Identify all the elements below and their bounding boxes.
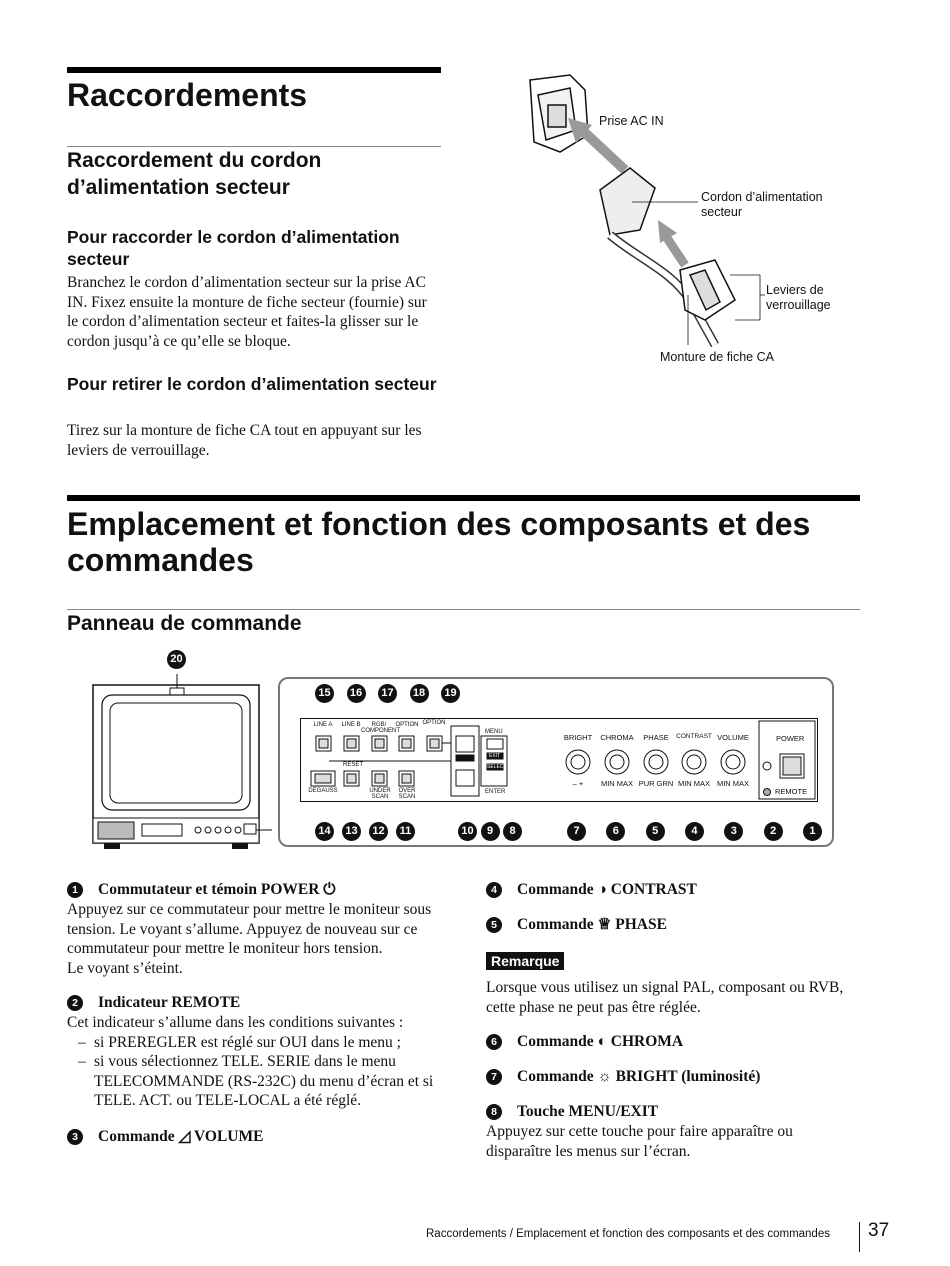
section2-top-rule <box>67 495 860 501</box>
callout-12: 12 <box>369 822 388 841</box>
remote-label: REMOTE <box>775 787 808 796</box>
callout-11: 11 <box>396 822 415 841</box>
bottom-callouts-mid <box>458 822 522 841</box>
item-4-title <box>486 880 860 900</box>
item-6-title-text: Commande ◐ CHROMA <box>517 1033 684 1050</box>
callout-9: 9 <box>481 822 500 841</box>
note-label: Remarque <box>486 952 564 970</box>
panel-face <box>300 718 818 802</box>
input-label-line-a: LINE A <box>313 722 333 728</box>
item-1-title-text: Commutateur et témoin POWER ⏻ <box>98 881 336 898</box>
item-6-number: 6 <box>486 1034 502 1050</box>
callout-2: 2 <box>764 822 783 841</box>
item-8-title <box>486 1102 860 1122</box>
label-menu: MENU <box>485 729 503 735</box>
item-1-text: Appuyez sur ce commutateur pour mettre le moniteur sous tension. Le voyant s’allume. Appuyez de nouveau sur ce commutateur pour mettre le moniteur hors tension. <box>67 901 432 957</box>
bottom-callouts-right <box>567 822 822 841</box>
knob-range-volume: MIN MAX <box>716 779 750 788</box>
item-7-number: 7 <box>486 1069 502 1085</box>
callout-15: 15 <box>315 684 334 703</box>
lower-label-under-scan: UNDER SCAN <box>369 788 391 800</box>
footer-divider <box>859 1222 860 1252</box>
input-label-line-b: LINE B <box>341 722 361 728</box>
monitor-illustration <box>92 670 272 855</box>
input-label-rgb: RGB/ COMPONENT <box>361 722 400 734</box>
callout-18: 18 <box>410 684 429 703</box>
item-5-number: 5 <box>486 917 502 933</box>
power-cord-illustration <box>520 70 850 370</box>
knob-label-volume: VOLUME <box>717 733 749 742</box>
callout-10: 10 <box>458 822 477 841</box>
callout-3: 3 <box>724 822 743 841</box>
item-2-bullet-1: – si PREREGLER est réglé sur OUI dans le menu ; <box>67 1033 447 1053</box>
knob-range-phase: PUR GRN <box>638 779 674 788</box>
callout-13: 13 <box>342 822 361 841</box>
item-4-title-text: Commande ◑ CONTRAST <box>517 881 697 898</box>
section2-subtitle: Panneau de commande <box>67 612 302 635</box>
label-enter: ENTER <box>485 789 506 795</box>
callout-19: 19 <box>441 684 460 703</box>
section1-top-rule <box>67 67 441 73</box>
connect-heading: Pour raccorder le cordon d’alimentation secteur <box>67 227 400 269</box>
label-ac-in: Prise AC IN <box>599 114 664 128</box>
item-2-title-text: Indicateur REMOTE <box>98 994 241 1011</box>
knob-range-bright: – + <box>572 779 584 788</box>
label-cord: Cordon d’alimentation secteur <box>701 190 823 219</box>
item-1-number: 1 <box>67 882 83 898</box>
connect-text: Branchez le cordon d’alimentation secteur sur la prise AC IN. Fixez ensuite la monture de fiche secteur (fournie) sur le cordon d’alimentation secteur et faites-la glisser sur le cordon jusqu’à ce qu’elle se bloque. <box>67 274 427 350</box>
label-levers: Leviers de verrouillage <box>766 283 831 312</box>
knob-label-bright: BRIGHT <box>563 733 593 742</box>
item-1-title <box>67 880 447 900</box>
knob-range-chroma: MIN MAX <box>600 779 634 788</box>
item-5-title-text: Commande ♕ PHASE <box>517 916 667 933</box>
top-callouts <box>315 684 460 703</box>
knob-range-contrast: MIN MAX <box>677 779 711 788</box>
section1-title: Raccordements <box>67 77 308 113</box>
input-label-option-1: OPTION <box>395 722 419 728</box>
callout-20: 20 <box>167 650 186 669</box>
item-2-title <box>67 993 447 1013</box>
label-holder: Monture de fiche CA <box>660 350 774 364</box>
item-8-text: Appuyez sur cette touche pour faire apparaître ou disparaître les menus sur l’écran. <box>486 1123 793 1160</box>
page-number: 37 <box>868 1220 890 1241</box>
input-label-option-2: OPTION <box>422 720 446 726</box>
power-cord-figure <box>520 70 850 370</box>
callout-8: 8 <box>503 822 522 841</box>
footer-text: Raccordements / Emplacement et fonction des composants et des commandes <box>426 1228 830 1240</box>
item-7-title-text: Commande ☼ BRIGHT (luminosité) <box>517 1068 761 1085</box>
section1-subtitle: Raccordement du cordon d’alimentation secteur <box>67 149 322 199</box>
callout-16: 16 <box>347 684 366 703</box>
knob-label-phase: PHASE <box>643 733 669 742</box>
items-right-column <box>486 880 860 1161</box>
callout-6: 6 <box>606 822 625 841</box>
item-5-title <box>486 915 860 935</box>
note-text: Lorsque vous utilisez un signal PAL, composant ou RVB, cette phase ne peut pas être réglée. <box>486 979 844 1016</box>
label-exit: EXIT <box>489 753 501 759</box>
item-2-list <box>67 1033 447 1111</box>
item-2-text: Cet indicateur s’allume dans les conditions suivantes : <box>67 1014 404 1031</box>
callout-1: 1 <box>803 822 822 841</box>
lower-label-reset: RESET <box>343 762 364 768</box>
lower-label-over-scan: OVER SCAN <box>398 788 416 800</box>
bottom-callouts-left <box>315 822 415 841</box>
item-7-title <box>486 1067 860 1087</box>
item-1-text2: Le voyant s’éteint. <box>67 959 183 977</box>
knob-label-chroma: CHROMA <box>600 733 634 742</box>
item-3-title-text: Commande ◿ VOLUME <box>98 1127 264 1145</box>
item-4-number: 4 <box>486 882 502 898</box>
callout-14: 14 <box>315 822 334 841</box>
power-label: POWER <box>776 734 805 743</box>
remove-text: Tirez sur la monture de fiche CA tout en appuyant sur les leviers de verrouillage. <box>67 422 422 459</box>
callout-4: 4 <box>685 822 704 841</box>
item-3-title <box>67 1127 447 1147</box>
item-3-number: 3 <box>67 1129 83 1145</box>
callout-7: 7 <box>567 822 586 841</box>
section2-title: Emplacement et fonction des composants et des commandes <box>67 506 811 578</box>
item-6-title <box>486 1032 860 1052</box>
monitor-figure <box>92 650 272 855</box>
item-8-number: 8 <box>486 1104 502 1120</box>
item-2-bullet-2: – si vous sélectionnez TELE. SERIE dans le menu TELECOMMANDE (RS-232C) du menu d’écran et si TELE. ACT. ou TELE-LOCAL a été réglé. <box>67 1052 447 1111</box>
item-8-title-text: Touche MENU/EXIT <box>517 1103 659 1120</box>
note-block <box>486 952 860 1017</box>
callout-17: 17 <box>378 684 397 703</box>
knob-label-contrast: CONTRAST <box>676 733 712 740</box>
remove-heading: Pour retirer le cordon d’alimentation secteur <box>67 374 437 394</box>
item-2-number: 2 <box>67 995 83 1011</box>
label-select: SELECT <box>487 764 507 770</box>
items-left-column <box>67 880 447 1147</box>
lower-label-degauss: DEGAUSS <box>308 788 338 794</box>
callout-5: 5 <box>646 822 665 841</box>
